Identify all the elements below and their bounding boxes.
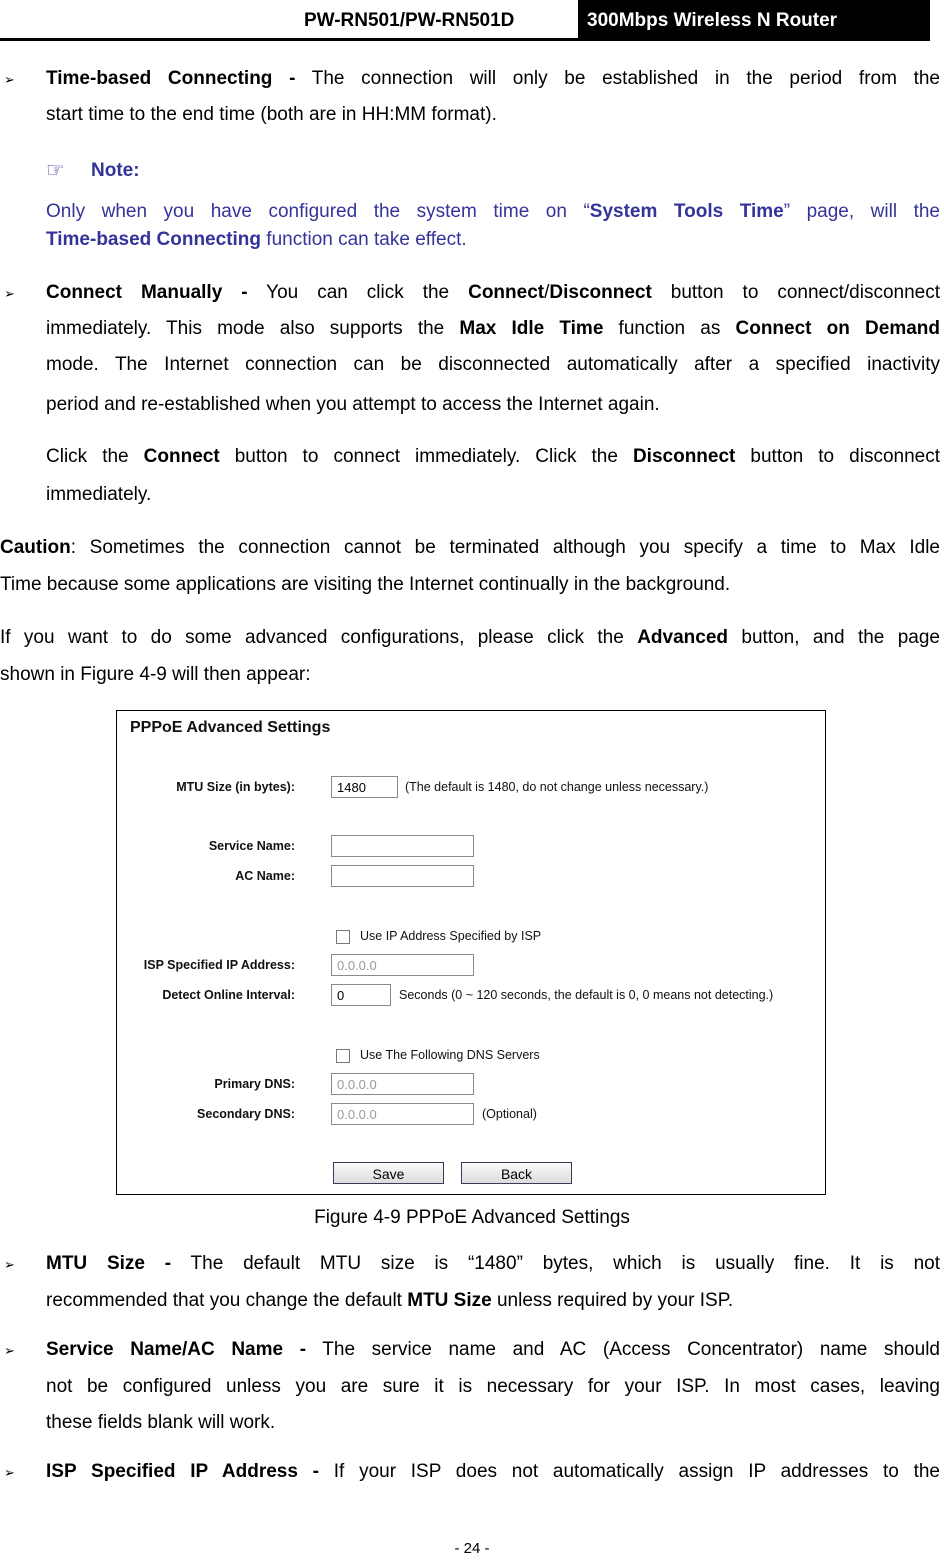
header-model: PW-RN501/PW-RN501D	[304, 10, 515, 31]
mtu-size-line-1: MTU Size - The default MTU size is “1480” bytes, which is usually fine. It is not	[46, 1253, 940, 1274]
note-line-2: Time-based Connecting function can take effect.	[46, 229, 467, 250]
bullet-arrow-icon: ➢	[4, 1343, 15, 1358]
connect-manually-line-1: Connect Manually - You can click the Connect/Disconnect button to connect/disconnect	[46, 282, 941, 303]
primary-dns-label: Primary DNS:	[214, 1077, 295, 1091]
service-ac-line-2: not be configured unless you are sure it is necessary for your ISP. In most cases, leaving	[46, 1376, 940, 1397]
use-dns-checkbox[interactable]	[336, 1049, 350, 1063]
save-button[interactable]: Save	[333, 1162, 444, 1184]
use-isp-ip-checkbox[interactable]	[336, 930, 350, 944]
bullet-arrow-icon: ➢	[4, 72, 15, 87]
mtu-size-input[interactable]: 1480	[331, 776, 398, 798]
ac-name-input[interactable]	[331, 865, 474, 887]
connect-manually-line-2: immediately. This mode also supports the Max Idle Time function as Connect on Demand	[46, 318, 940, 339]
mtu-size-hint: (The default is 1480, do not change unless necessary.)	[405, 780, 709, 794]
bullet-arrow-icon: ➢	[4, 1257, 15, 1272]
mtu-size-line-2: recommended that you change the default MTU Size unless required by your ISP.	[46, 1290, 734, 1311]
isp-ip-line-1: ISP Specified IP Address - If your ISP does not automatically assign IP addresses to the	[46, 1461, 940, 1482]
ac-name-label: AC Name:	[235, 869, 295, 883]
connect-manually-para2-line-1: Click the Connect button to connect immediately. Click the Disconnect button to disconnect	[46, 446, 940, 467]
caution-line-1: Caution: Sometimes the connection cannot be terminated although you specify a time to Max Idle	[0, 537, 940, 558]
service-ac-line-1: Service Name/AC Name - The service name and AC (Access Concentrator) name should	[46, 1339, 940, 1360]
note-heading: Note:	[91, 160, 140, 181]
bullet-arrow-icon: ➢	[4, 286, 15, 301]
advanced-intro-line-2: shown in Figure 4-9 will then appear:	[0, 664, 311, 685]
service-name-input[interactable]	[331, 835, 474, 857]
connect-manually-line-4: period and re-established when you attempt to access the Internet again.	[46, 394, 660, 415]
service-name-label: Service Name:	[208, 839, 295, 853]
isp-ip-label: ISP Specified IP Address:	[143, 958, 295, 972]
note-line-1: Only when you have configured the system time on “System Tools Time” page, will the	[46, 201, 940, 222]
detect-interval-input[interactable]: 0	[331, 984, 391, 1006]
secondary-dns-label: Secondary DNS:	[197, 1107, 295, 1121]
mtu-size-label: MTU Size (in bytes):	[176, 780, 295, 794]
header-rule	[0, 38, 930, 41]
note-hand-icon: ☞	[46, 159, 65, 182]
caution-line-2: Time because some applications are visiting the Internet continually in the background.	[0, 574, 731, 595]
time-based-line-2: start time to the end time (both are in HH:MM format).	[46, 104, 497, 125]
time-based-line-1: Time-based Connecting - The connection will only be established in the period from the	[46, 68, 940, 89]
secondary-dns-optional-hint: (Optional)	[482, 1107, 537, 1121]
header-title: 300Mbps Wireless N Router	[587, 10, 838, 31]
secondary-dns-input[interactable]: 0.0.0.0	[331, 1103, 474, 1125]
bullet-arrow-icon: ➢	[4, 1465, 15, 1480]
use-isp-ip-label: Use IP Address Specified by ISP	[360, 929, 542, 943]
pppoe-advanced-settings-screenshot	[116, 710, 826, 1195]
use-dns-label: Use The Following DNS Servers	[360, 1048, 540, 1062]
advanced-intro-line-1: If you want to do some advanced configurations, please click the Advanced button, and the page	[0, 627, 940, 648]
back-button[interactable]: Back	[461, 1162, 572, 1184]
primary-dns-input[interactable]: 0.0.0.0	[331, 1073, 474, 1095]
screenshot-title: PPPoE Advanced Settings	[130, 719, 331, 736]
connect-manually-para2-line-2: immediately.	[46, 484, 152, 505]
detect-interval-hint: Seconds (0 ~ 120 seconds, the default is 0, 0 means not detecting.)	[399, 988, 774, 1002]
figure-caption: Figure 4-9 PPPoE Advanced Settings	[314, 1207, 630, 1228]
detect-interval-label: Detect Online Interval:	[162, 988, 295, 1002]
page-number: - 24 -	[454, 1540, 490, 1557]
isp-ip-input[interactable]: 0.0.0.0	[331, 954, 474, 976]
service-ac-line-3: these fields blank will work.	[46, 1412, 276, 1433]
connect-manually-line-3: mode. The Internet connection can be disconnected automatically after a specified inactivity	[46, 354, 940, 375]
